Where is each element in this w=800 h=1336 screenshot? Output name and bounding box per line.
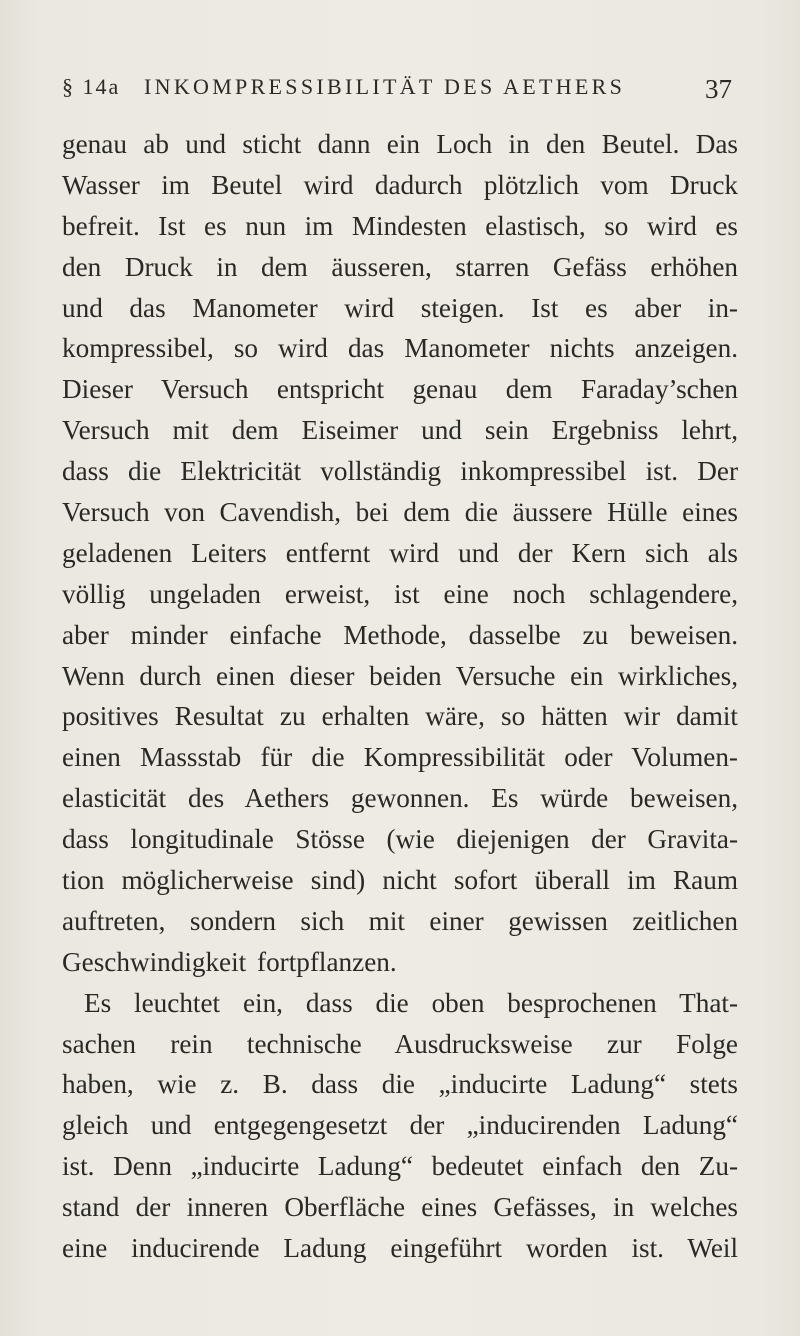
text-line: Dieser Versuch entspricht genau dem Faraday’schen: [62, 374, 738, 405]
chapter-title: INKOMPRESSIBILITÄT DES AETHERS: [144, 74, 626, 99]
text-line: Versuch mit dem Eiseimer und sein Ergebniss lehrt,: [62, 415, 738, 446]
text-line: tion möglicherweise sind) nicht sofort überall im Raum: [62, 865, 738, 896]
paragraph-start-line: Es leuchtet ein, dass die oben besprochenen That-: [84, 987, 738, 1018]
paragraph-end-line: Geschwindigkeit fortpflanzen.: [62, 946, 397, 977]
text-line: genau ab und sticht dann ein Loch in den Beutel. Das: [62, 129, 738, 159]
text-line: positives Resultat zu erhalten wäre, so hätten wir damit: [62, 701, 738, 732]
text-line: Wasser im Beutel wird dadurch plötzlich vom Druck: [62, 169, 738, 200]
text-line: dass die Elektricität vollständig inkompressibel ist. Der: [62, 456, 738, 487]
text-line: eine inducirende Ladung eingeführt worden ist. Weil: [62, 1233, 738, 1264]
text-line: einen Massstab für die Kompressibilität oder Volumen-: [62, 742, 738, 773]
text-line: Versuch von Cavendish, bei dem die äussere Hülle eines: [62, 497, 738, 528]
text-line: gleich und entgegengesetzt der „inducirenden Ladung“: [62, 1110, 738, 1141]
text-line: sachen rein technische Ausdrucksweise zur Folge: [62, 1028, 738, 1059]
text-line: ist. Denn „inducirte Ladung“ bedeutet einfach den Zu-: [62, 1151, 738, 1182]
body-text: [62, 124, 738, 1269]
text-line: aber minder einfache Methode, dasselbe zu beweisen.: [62, 619, 738, 650]
text-line: auftreten, sondern sich mit einer gewissen zeitlichen: [62, 905, 738, 936]
text-line: befreit. Ist es nun im Mindesten elastisch, so wird es: [62, 210, 738, 241]
text-line: haben, wie z. B. dass die „inducirte Ladung“ stets: [62, 1069, 738, 1100]
text-line: geladenen Leiters entfernt wird und der Kern sich als: [62, 537, 738, 568]
text-line: dass longitudinale Stösse (wie diejenigen der Gravita-: [62, 824, 738, 855]
section-number: § 14a: [62, 74, 121, 99]
running-header: [62, 72, 738, 108]
text-line: und das Manometer wird steigen. Ist es aber in-: [62, 292, 738, 323]
text-line: Wenn durch einen dieser beiden Versuche ein wirkliches,: [62, 660, 738, 691]
text-line: stand der inneren Oberfläche eines Gefässes, in welches: [62, 1192, 738, 1223]
text-line: kompressibel, so wird das Manometer nichts anzeigen.: [62, 333, 738, 364]
text-line: völlig ungeladen erweist, ist eine noch schlagendere,: [62, 578, 738, 609]
text-line: den Druck in dem äusseren, starren Gefäss erhöhen: [62, 251, 738, 282]
page-number: 37: [705, 74, 732, 104]
text-line: elasticität des Aethers gewonnen. Es würde beweisen,: [62, 783, 738, 814]
